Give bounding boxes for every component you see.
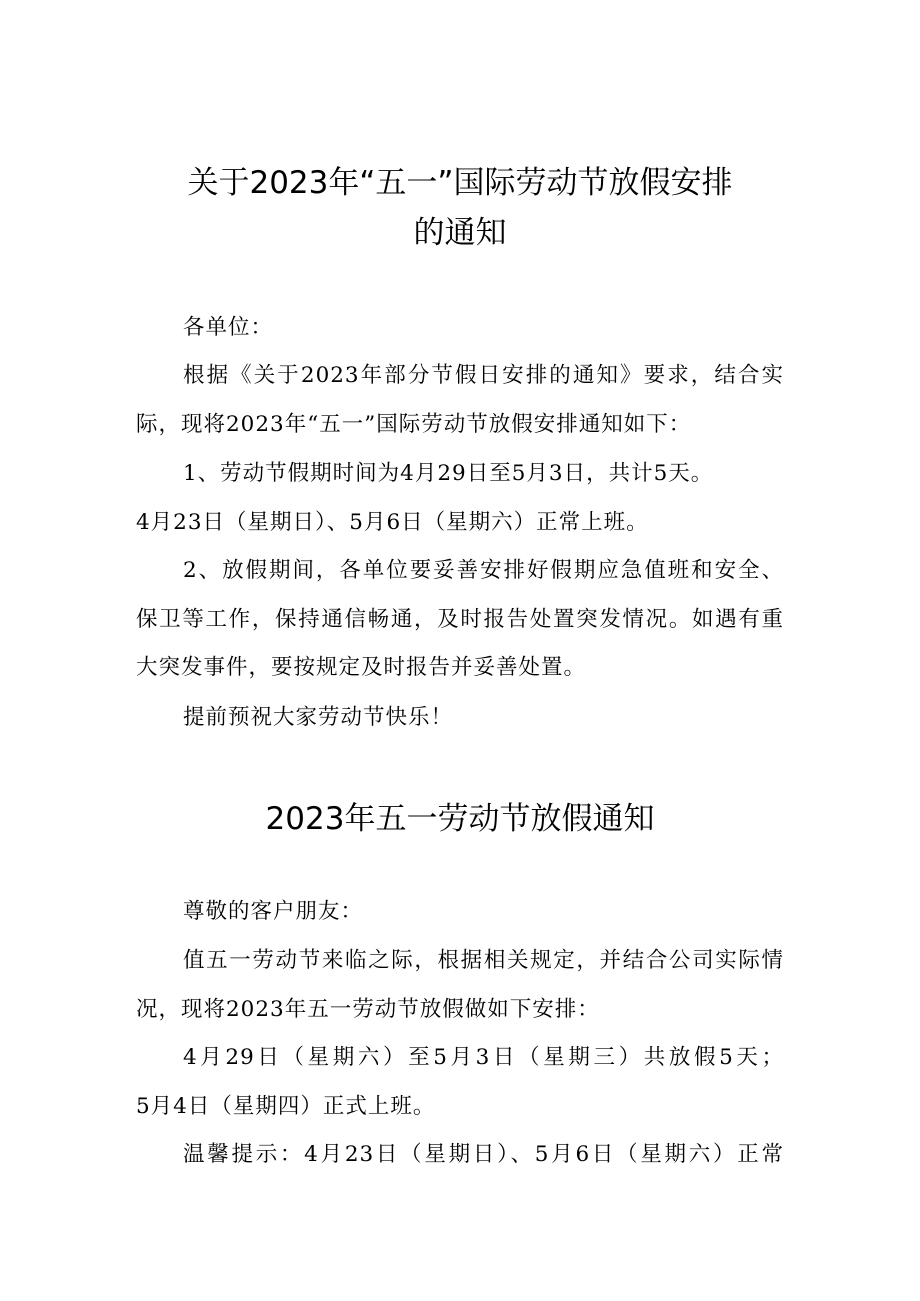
notice1-title-line1: 关于2023年“五一”国际劳动节放假安排 — [187, 165, 733, 201]
notice1-item1-line1: 1、劳动节假期时间为4月29日至5月3日，共计5天。 — [183, 461, 714, 486]
notice1-closing: 提前预祝大家劳动节快乐！ — [183, 705, 454, 730]
notice2-salutation: 尊敬的客户朋友： — [183, 899, 364, 924]
notice1-para1-line1: 根据《关于2023年部分节假日安排的通知》要求，结合实 — [183, 363, 784, 388]
notice2-para1-line1: 值五一劳动节来临之际，根据相关规定，并结合公司实际情 — [183, 948, 784, 973]
notice1-item2-line2: 保卫等工作，保持通信畅通，及时报告处置突发情况。如遇有重 — [136, 607, 784, 632]
notice2-para2-line1: 4月29日（星期六）至5月3日（星期三）共放假5天； — [183, 1045, 784, 1070]
notice2-para1-line2: 况，现将2023年五一劳动节放假做如下安排： — [136, 997, 600, 1022]
notice1-title-line2: 的通知 — [413, 215, 507, 251]
notice1-salutation: 各单位： — [183, 315, 274, 340]
notice2-para2-line2: 5月4日（星期四）正式上班。 — [136, 1094, 436, 1119]
notice1-item2-line1: 2、放假期间，各单位要妥善安排好假期应急值班和安全、 — [183, 558, 784, 583]
notice2-title: 2023年五一劳动节放假通知 — [265, 801, 655, 837]
notice1-para1-line2: 际，现将2023年“五一”国际劳动节放假安排通知如下： — [136, 412, 692, 437]
notice1-item2-line3: 大突发事件，要按规定及时报告并妥善处置。 — [136, 655, 587, 680]
notice1-item1-line2: 4月23日（星期日）、5月6日（星期六）正常上班。 — [136, 510, 649, 535]
notice2-tip-line1: 温馨提示：4月23日（星期日）、5月6日（星期六）正常 — [183, 1142, 784, 1167]
